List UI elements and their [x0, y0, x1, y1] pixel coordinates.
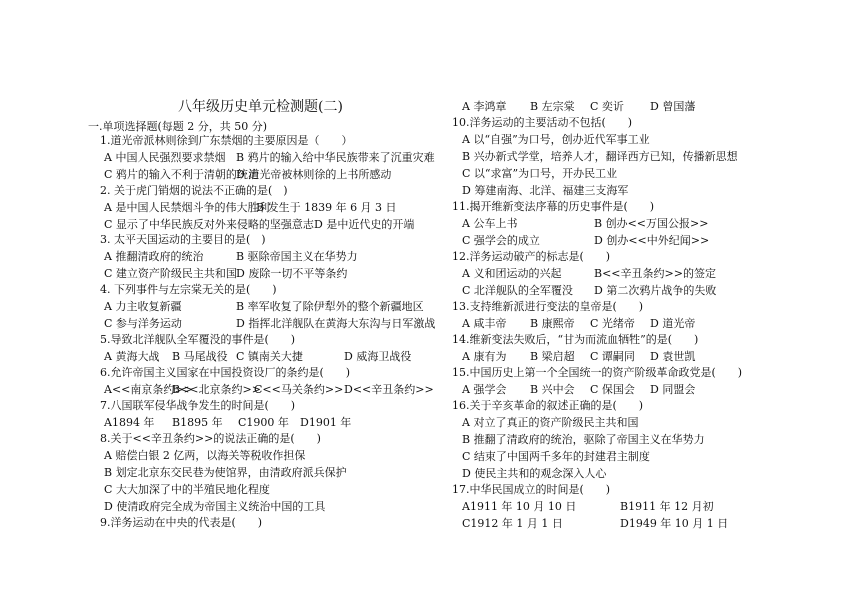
- right-line-5: A 以“自强”为口号，创办近代军事工业: [462, 133, 650, 146]
- page-title: 八年级历史单元检测题(二): [178, 99, 343, 115]
- right-line-34: 16.关于辛亥革命的叙述正确的是( ): [452, 399, 644, 412]
- right-line-4: 10.洋务运动的主要活动不包括( ): [452, 116, 633, 129]
- left-line-38: C 大大加深了中的半殖民地化程度: [104, 483, 270, 496]
- left-line-28: C<<马关条约>>: [254, 383, 344, 396]
- left-line-27: B<<北京条约>>: [172, 383, 261, 396]
- right-line-25: A 康有为: [462, 350, 507, 363]
- right-line-14: 12.洋务运动破产的标志是( ): [452, 250, 611, 263]
- right-line-21: B 康熙帝: [530, 317, 575, 330]
- left-line-35: 8.关于<<辛丑条约>>的说法正确的是( ): [100, 432, 321, 445]
- right-line-16: B<<辛丑条约>>的签定: [594, 267, 716, 280]
- right-line-6: B 兴办新式学堂，培养人才，翻译西方已知，传播新思想: [462, 150, 738, 163]
- right-line-40: A1911 年 10 月 10 日: [462, 500, 577, 513]
- left-line-37: B 划定北京东交民巷为使馆界，由清政府派兵保护: [104, 466, 347, 479]
- right-line-2: C 奕䜣: [590, 100, 624, 113]
- right-line-37: C 结束了中国两千多年的封建君主制度: [462, 450, 650, 463]
- left-line-7: B 发生于 1839 年 6 月 3 日: [256, 201, 397, 214]
- right-line-30: A 强学会: [462, 383, 507, 396]
- left-line-4: D 道光帝被林则徐的上书所感动: [236, 168, 392, 181]
- right-line-19: 13.支持维新派进行变法的皇帝是( ): [452, 300, 644, 313]
- right-line-23: D 道光帝: [650, 317, 696, 330]
- right-line-0: A 李鸿章: [462, 100, 507, 113]
- left-line-12: B 驱除帝国主义在华势力: [236, 250, 358, 263]
- left-line-3: C 鸦片的输入不利于清朝的统治: [104, 168, 259, 181]
- left-line-29: D<<辛丑条约>>: [344, 383, 434, 396]
- right-line-41: B1911 年 12 月初: [620, 500, 714, 513]
- left-line-18: C 参与洋务运动: [104, 317, 182, 330]
- right-line-26: B 梁启超: [530, 350, 575, 363]
- left-line-34: D1901 年: [300, 416, 352, 429]
- left-line-23: C 镇南关大捷: [236, 350, 303, 363]
- right-line-22: C 光绪帝: [590, 317, 635, 330]
- left-line-8: C 显示了中华民族反对外来侵略的坚强意志: [104, 218, 314, 231]
- right-line-36: B 推翻了清政府的统治，驱除了帝国主义在华势力: [462, 433, 705, 446]
- right-line-10: A 公车上书: [462, 217, 518, 230]
- left-line-33: C1900 年: [238, 416, 289, 429]
- right-line-9: 11.揭开维新变法序幕的历史事件是( ): [452, 200, 655, 213]
- left-line-22: B 马尾战役: [172, 350, 228, 363]
- left-line-1: A 中国人民强烈要求禁烟: [104, 151, 226, 164]
- left-line-10: 3. 太平天国运动的主要目的是( ): [100, 233, 266, 246]
- left-line-0: 1.道光帝派林则徐到广东禁烟的主要原因是（ ）: [100, 134, 353, 147]
- right-line-7: C 以“求富”为口号，开办民工业: [462, 167, 618, 180]
- right-line-38: D 使民主共和的观念深入人心: [462, 467, 607, 480]
- right-line-31: B 兴中会: [530, 383, 575, 396]
- right-line-24: 14.维新变法失败后，“甘为而流血牺牲”的是( ): [452, 333, 699, 346]
- left-line-2: B 鸦片的输入给中华民族带来了沉重灾难: [236, 151, 435, 164]
- right-line-42: C1912 年 1 月 1 日: [462, 517, 563, 530]
- right-line-43: D1949 年 10 月 1 日: [620, 517, 729, 530]
- left-line-31: A1894 年: [104, 416, 155, 429]
- left-line-20: 5.导致北洋舰队全军覆没的事件是( ): [100, 333, 296, 346]
- left-line-6: A 是中国人民禁烟斗争的伟大胜利: [104, 201, 270, 214]
- right-line-11: B 创办<<万国公报>>: [594, 217, 709, 230]
- right-line-28: D 袁世凯: [650, 350, 696, 363]
- right-line-27: C 谭嗣同: [590, 350, 635, 363]
- right-line-20: A 咸丰帝: [462, 317, 507, 330]
- left-line-11: A 推翻清政府的统治: [104, 250, 204, 263]
- right-line-8: D 筹建南海、北洋、福建三支海军: [462, 184, 629, 197]
- left-line-40: 9.洋务运动在中央的代表是( ): [100, 516, 263, 529]
- right-line-12: C 强学会的成立: [462, 234, 540, 247]
- left-line-30: 7.八国联军侵华战争发生的时间是( ): [100, 399, 296, 412]
- right-line-35: A 对立了真正的资产阶级民主共和国: [462, 416, 639, 429]
- right-line-29: 15.中国历史上第一个全国统一的资产阶级革命政党是( ): [452, 366, 743, 379]
- left-line-15: 4. 下列事件与左宗棠无关的是( ): [100, 283, 277, 296]
- right-line-17: C 北洋舰队的全军覆没: [462, 284, 573, 297]
- left-line-19: D 指挥北洋舰队在黄海大东沟与日军激战: [236, 317, 436, 330]
- right-line-13: D 创办<<中外纪闻>>: [594, 234, 710, 247]
- right-line-33: D 同盟会: [650, 383, 696, 396]
- left-line-21: A 黄海大战: [104, 350, 160, 363]
- left-line-13: C 建立资产阶级民主共和国: [104, 267, 237, 280]
- left-line-16: A 力主收复新疆: [104, 300, 182, 313]
- left-line-24: D 威海卫战役: [344, 350, 412, 363]
- right-line-1: B 左宗棠: [530, 100, 575, 113]
- left-line-5: 2. 关于虎门销烟的说法不正确的是( ): [100, 184, 288, 197]
- left-line-9: D 是中近代史的开端: [314, 218, 415, 231]
- left-line-39: D 使清政府完全成为帝国主义统治中国的工具: [104, 500, 326, 513]
- right-line-32: C 保国会: [590, 383, 635, 396]
- left-line-14: D 废除一切不平等条约: [236, 267, 348, 280]
- left-line-36: A 赔偿白银 2 亿两，以海关等税收作担保: [104, 449, 306, 462]
- right-line-39: 17.中华民国成立的时间是( ): [452, 483, 611, 496]
- right-line-15: A 义和团运动的兴起: [462, 267, 562, 280]
- right-line-18: D 第二次鸦片战争的失败: [594, 284, 717, 297]
- left-line-26: A<<南京条约>>: [104, 383, 193, 396]
- left-line-17: B 率军收复了除伊犁外的整个新疆地区: [236, 300, 424, 313]
- section-heading: 一.单项选择题(每题 2 分，共 50 分): [88, 120, 268, 133]
- left-line-32: B1895 年: [172, 416, 223, 429]
- left-line-25: 6.允许帝国主义国家在中国投资设厂的条约是( ): [100, 366, 351, 379]
- right-line-3: D 曾国藩: [650, 100, 696, 113]
